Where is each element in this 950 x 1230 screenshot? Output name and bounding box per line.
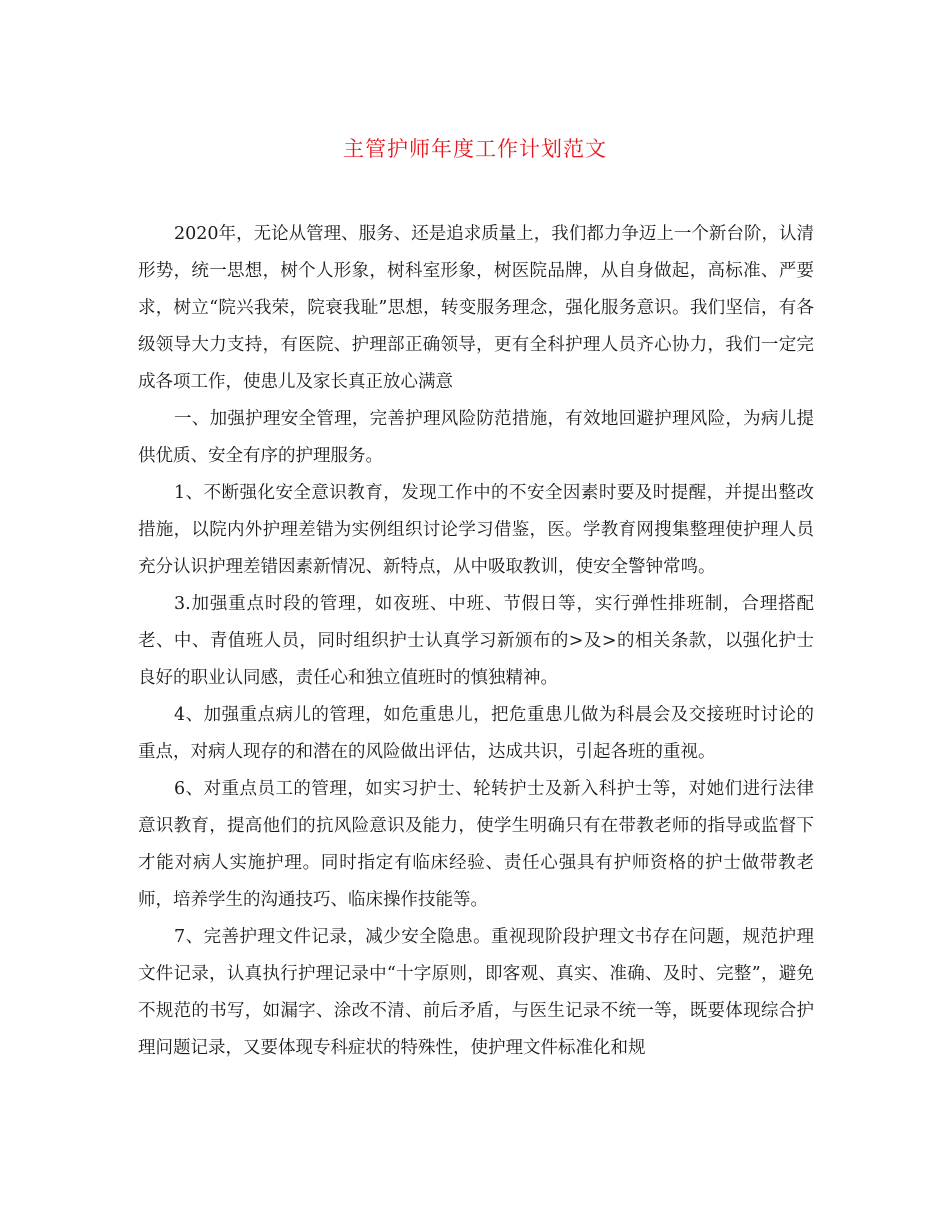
document-title: 主管护师年度工作计划范文 [343, 137, 607, 161]
paragraph-item-6: 6、对重点员工的管理，如实习护士、轮转护士及新入科护士等，对她们进行法律意识教育，提高他们的抗风险意识及能力，使学生明确只有在带教老师的指导或监督下才能对病人实施护理。同时指定有临床经验、责任心强具有护师资格的护士做带教老师，培养学生的沟通技巧、临床操作技能等。 [138, 779, 814, 910]
paragraph-item-1: 1、不断强化安全意识教育，发现工作中的不安全因素时要及时提醒，并提出整改措施，以院内外护理差错为实例组织讨论学习借鉴，医。学教育网搜集整理使护理人员充分认识护理差错因素新情况、新特点，从中吸取教训，使安全警钟常鸣。 [138, 483, 814, 577]
paragraph-item-3: 3.加强重点时段的管理，如夜班、中班、节假日等，实行弹性排班制，合理搭配老、中、青值班人员，同时组织护士认真学习新颁布的>及>的相关条款，以强化护士良好的职业认同感，责任心和独立值班时的慎独精神。 [138, 594, 814, 688]
document-body [138, 216, 814, 1067]
paragraph-section-1: 一、加强护理安全管理，完善护理风险防范措施，有效地回避护理风险，为病儿提供优质、安全有序的护理服务。 [138, 409, 814, 466]
paragraph-intro: 2020年，无论从管理、服务、还是追求质量上，我们都力争迈上一个新台阶，认清形势，统一思想，树个人形象，树科室形象，树医院品牌，从自身做起，高标准、严要求，树立“院兴我荣，院衰我耻”思想，转变服务理念，强化服务意识。我们坚信，有各级领导大力支持，有医院、护理部正确领导，更有全科护理人员齐心协力，我们一定完成各项工作，使患儿及家长真正放心满意 [138, 224, 814, 392]
paragraph-item-4: 4、加强重点病儿的管理，如危重患儿，把危重患儿做为科晨会及交接班时讨论的重点，对病人现存的和潜在的风险做出评估，达成共识，引起各班的重视。 [138, 705, 814, 762]
paragraph-item-7: 7、完善护理文件记录，减少安全隐患。重视现阶段护理文书存在问题，规范护理文件记录，认真执行护理记录中“十字原则，即客观、真实、准确、及时、完整”，避免不规范的书写，如漏字、涂改不清、前后矛盾，与医生记录不统一等，既要体现综合护理问题记录，又要体现专科症状的特殊性，使护理文件标准化和规 [138, 927, 814, 1058]
